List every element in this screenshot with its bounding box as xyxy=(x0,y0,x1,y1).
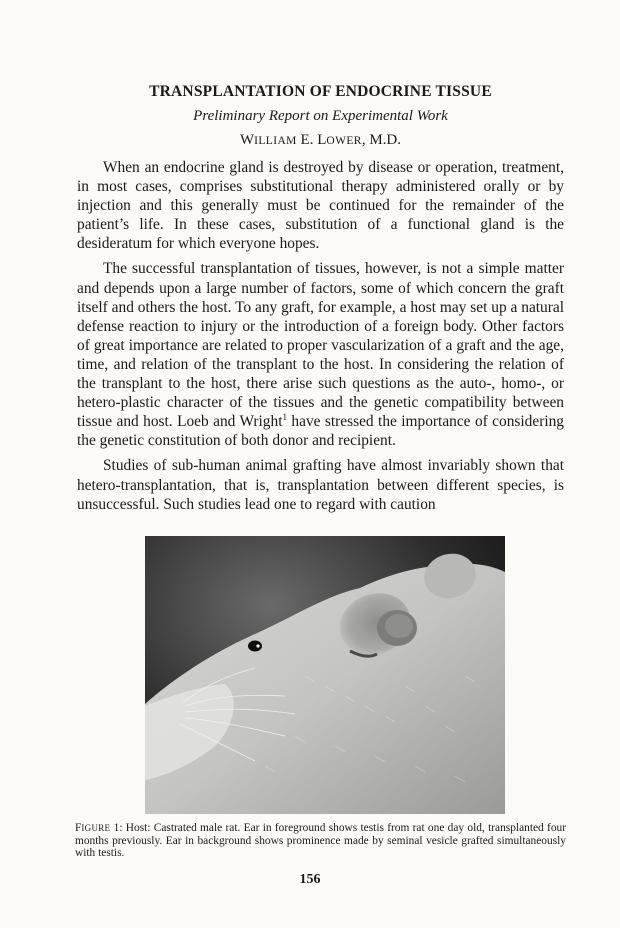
figure-label-initial: F xyxy=(75,822,82,834)
author-line xyxy=(77,130,564,151)
figure-label xyxy=(75,822,123,834)
author-first-rest: ILLIAM xyxy=(254,135,297,147)
author-first-initial: W xyxy=(239,132,255,148)
figure-label-num: 1: xyxy=(110,822,123,834)
author-degree: , M.D. xyxy=(361,132,402,148)
author-middle: E. xyxy=(296,132,318,148)
paragraph-3: Studies of sub-human animal grafting have almost invariably shown that hetero-transplantation, that is, transplantation between different species, is unsuccessful. Such studies lead one to regard with caution xyxy=(77,457,564,513)
article xyxy=(77,82,564,514)
paragraph-1: When an endocrine gland is destroyed by disease or operation, treatment, in most cases, comprises substitutional therapy administered orally or by injection and this generally must be continued for the remainder of the patient’s life. In these cases, substitution of a functional gland is the desideratum for which everyone hopes. xyxy=(77,159,564,253)
figure-caption-text: Host: Castrated male rat. Ear in foreground shows testis from rat one day old, transplanted four months previously. Ear in background shows prominence made by seminal vesicle grafted simultaneously with testis. xyxy=(75,822,566,860)
figure-label-rest: IGURE xyxy=(81,823,111,833)
article-title: TRANSPLANTATION OF ENDOCRINE TISSUE xyxy=(149,83,492,100)
figure-rat-photo xyxy=(145,536,505,814)
paragraph-2-text-b: have stressed the importance of considering the genetic constitution of both donor and recipient. xyxy=(77,413,564,450)
figure-caption xyxy=(75,822,566,860)
paragraph-2 xyxy=(77,259,564,450)
page-number: 156 xyxy=(299,872,321,887)
paragraph-2-text-a: The successful transplantation of tissues, however, is not a simple matter and depends upon a large number of factors, some of which concern the graft itself and others the host. To any graft, for example, a host may set up a natural defense reaction to injury or the introduction of a foreign body. Other factors of great importance are related to proper vascularization of a graft and the age, time, and relation of the transplant to the host. In considering the relation of the transplant to the host, there arise such questions as the auto-, homo-, or hetero-plastic character of the tissues and the genetic compatibility between tissue and host. Loeb and Wright xyxy=(77,260,564,431)
author-last-rest: OWER xyxy=(326,135,362,147)
author-last-initial: L xyxy=(317,132,327,148)
article-subtitle: Preliminary Report on Experimental Work xyxy=(193,108,448,124)
footnote-ref: 1 xyxy=(282,412,287,423)
